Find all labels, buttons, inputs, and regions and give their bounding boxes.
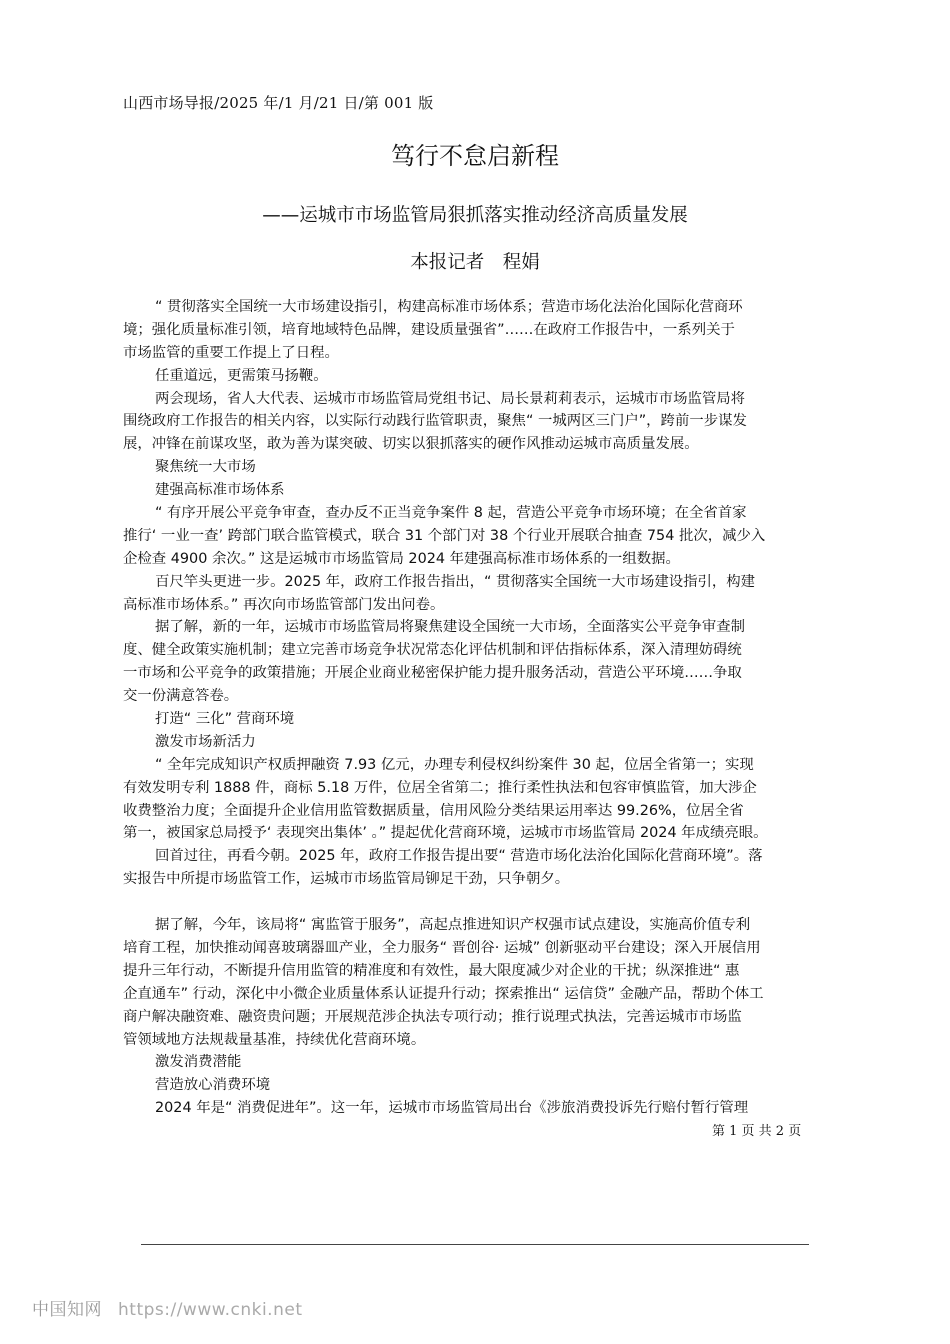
body-line: 营造放心消费环境 [155,1077,271,1094]
body-line: 据了解，新的一年，运城市市场监管局将聚焦建设全国统一大市场，全面落实公平竞争审查制 [155,619,746,636]
body-line: 商户解决融资难、融资贵问题；开展规范涉企执法专项行动；推行说理式执法，完善运城市市场监 [123,1008,742,1025]
body-line: 交一份满意答卷。 [123,688,239,705]
body-line: 任重道远，更需策马扬鞭。 [155,367,328,384]
body-line: 2024 年是“ 消费促进年”。这一年，运城市市场监管局出台《涉旅消费投诉先行赔付暂行管理 [155,1100,749,1117]
body-line: 百尺竿头更进一步。2025 年，政府工作报告指出，“ 贯彻落实全国统一大市场建设指引，构建 [155,573,756,590]
article-subtitle: ——运城市市场监管局狠抓落实推动经济高质量发展 [262,205,688,226]
body-line: 一市场和公平竞争的政策措施；开展企业商业秘密保护能力提升服务活动，营造公平环境……争取 [123,665,742,682]
body-line: 激发市场新活力 [155,733,256,750]
body-line: 高标准市场体系。” 再次向市场监管部门发出问卷。 [123,596,445,613]
body-line: 企检查 4900 余次。” 这是运城市市场监管局 2024 年建强高标准市场体系的一组数据。 [123,550,680,567]
body-line: 回首过往，再看今朝。2025 年，政府工作报告提出要“ 营造市场化法治化国际化营商环境”。落 [155,848,763,865]
body-line: 培育工程，加快推动闻喜玻璃器皿产业，全力服务“ 晋创谷· 运城” 创新驱动平台建设；深入开展信用 [123,939,761,956]
body-line: 市场监管的重要工作提上了日程。 [123,344,339,361]
article-author: 本报记者 程娟 [410,252,540,273]
body-line: “ 全年完成知识产权质押融资 7.93 亿元，办理专利侵权纠纷案件 30 起，位居全省第一；实现 [155,756,754,773]
body-line: 第一，被国家总局授予‘ 表现突出集体’ 。” 提起优化营商环境，运城市市场监管局 2024 年成绩亮眼。 [123,825,768,842]
body-line: 推行‘ 一业一查’ 跨部门联合监管模式，联合 31 个部门对 38 个行业开展联合抽查 754 批次，减少入 [123,527,766,544]
body-line: 有效发明专利 1888 件，商标 5.18 万件，位居全省第二；推行柔性执法和包容审慎监管，加大涉企 [123,779,757,796]
body-line: 提升三年行动，不断提升信用监管的精准度和有效性，最大限度减少对企业的干扰；纵深推进“ 惠 [123,962,740,979]
body-line: 展，冲锋在前谋攻坚，敢为善为谋突破、切实以狠抓落实的硬作风推动运城市高质量发展。 [123,436,699,453]
watermark-url: https://www.cnki.net [118,1300,303,1320]
publication-source: 山西市场导报/2025 年/1 月/21 日/第 001 版 [123,94,434,112]
body-line: “ 贯彻落实全国统一大市场建设指引，构建高标准市场体系；营造市场化法治化国际化营商环 [155,299,743,315]
page-number: 第 1 页 共 2 页 [712,1124,802,1139]
body-line: 实报告中所提市场监管工作，运城市市场监管局铆足干劲，只争朝夕。 [123,871,570,888]
body-line: 据了解，今年，该局将“ 寓监管于服务”，高起点推进知识产权强市试点建设，实施高价值专利 [155,917,751,934]
body-line: “ 有序开展公平竞争审查，查办反不正当竞争案件 8 起，营造公平竞争市场环境；在全省首家 [155,505,747,522]
body-line: 度、健全政策实施机制；建立完善市场竞争状况常态化评估机制和评估指标体系，深入清理妨碍统 [123,642,742,659]
watermark-brand: 中国知网 [32,1300,102,1320]
body-line: 收费整治力度；全面提升企业信用监管数据质量，信用风险分类结果运用率达 99.26%，位居全省 [123,802,744,819]
cnki-watermark [32,1295,302,1320]
article-title: 笃行不怠启新程 [391,142,559,170]
body-line: 打造“ 三化” 营商环境 [155,711,295,728]
body-line: 建强高标准市场体系 [155,482,285,499]
body-line: 聚焦统一大市场 [155,459,256,476]
body-line: 企直通车” 行动，深化中小微企业质量体系认证提升行动；探索推出“ 运信贷” 金融产品，帮助个体工 [123,985,764,1002]
article-body [123,296,826,1120]
body-line: 境；强化质量标准引领，培育地域特色品牌，建设质量强省”……在政府工作报告中，一系列关于 [123,321,735,338]
body-line: 两会现场，省人大代表、运城市市场监管局党组书记、局长景莉莉表示，运城市市场监管局将 [155,390,746,407]
body-line: 激发消费潜能 [155,1054,242,1071]
paragraph-gap [123,891,826,914]
body-line: 管领域地方法规裁量基准，持续优化营商环境。 [123,1031,426,1048]
footer-divider [141,1244,809,1245]
body-line: 围绕政府工作报告的相关内容，以实际行动践行监管职责，聚焦“ 一城两区三门户”，跨前一步谋发 [123,413,747,430]
